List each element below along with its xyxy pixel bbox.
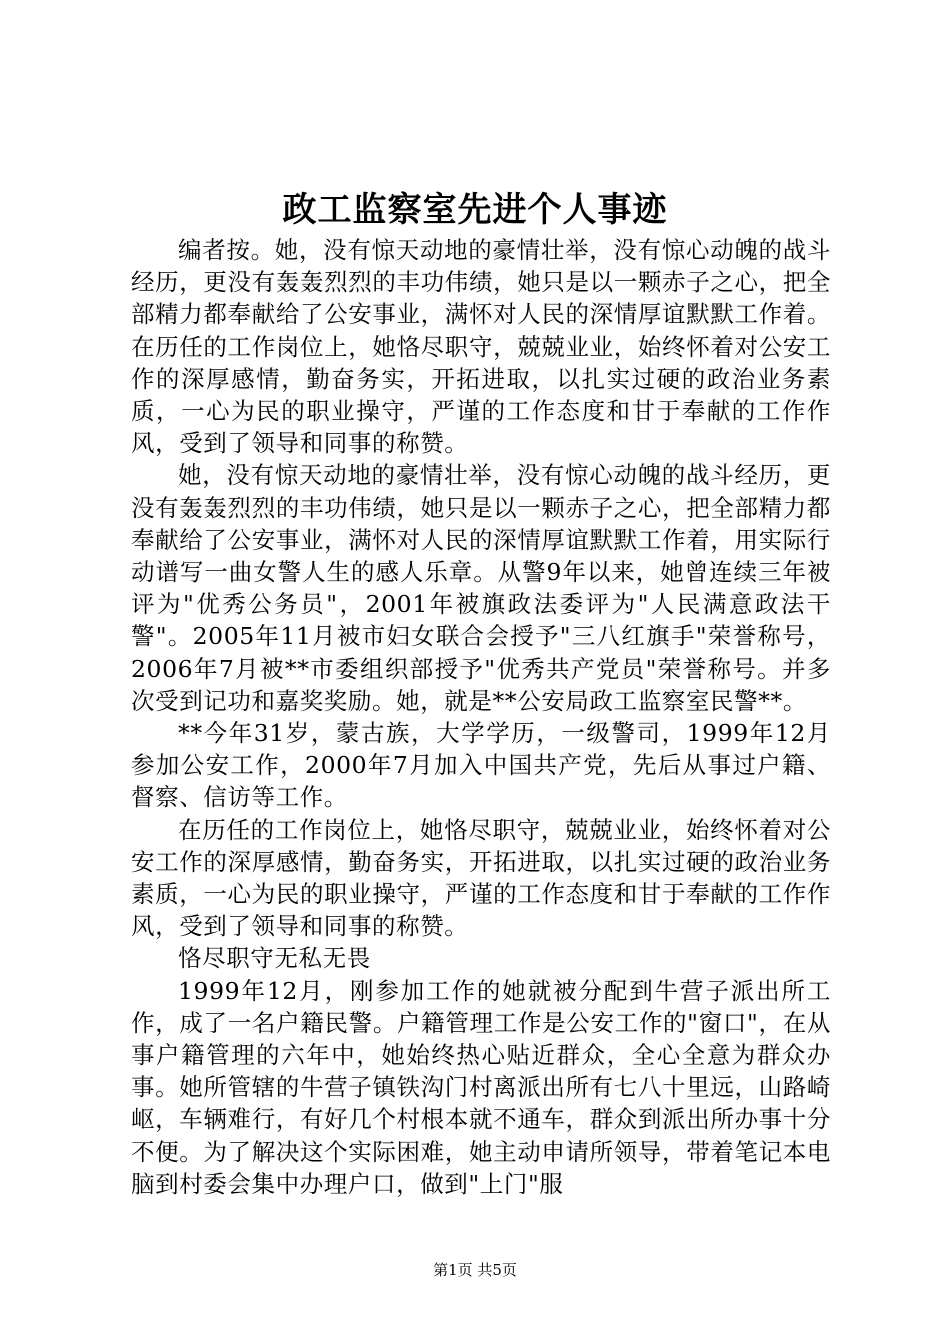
- paragraph-household-registration: 1999年12月，刚参加工作的她就被分配到牛营子派出所工作，成了一名户籍民警。户籍管理工作是公安工作的"窗口"，在从事户籍管理的六年中，她始终热心贴近群众，全心全意为群众办事。她所管辖的牛营子镇铁沟门村离派出所有七八十里远，山路崎岖，车辆难行，有好几个村根本就不通车，群众到派出所办事十分不便。为了解决这个实际困难，她主动申请所领导，带着笔记本电脑到村委会集中办理户口，做到"上门"服: [131, 976, 831, 1198]
- paragraph-work-attitude: 在历任的工作岗位上，她恪尽职守，兢兢业业，始终怀着对公安工作的深厚感情，勤奋务实，开拓进取，以扎实过硬的政治业务素质，一心为民的职业操守，严谨的工作态度和甘于奉献的工作作风，受到了领导和同事的称赞。: [131, 815, 831, 941]
- paragraph-profile: **今年31岁，蒙古族，大学学历，一级警司，1999年12月参加公安工作，2000年7月加入中国共产党，先后从事过户籍、督察、信访等工作。: [131, 719, 831, 812]
- paragraph-honors: 她，没有惊天动地的豪情壮举，没有惊心动魄的战斗经历，更没有轰轰烈烈的丰功伟绩，她只是以一颗赤子之心，把全部精力都奉献给了公安事业，满怀对人民的深情厚谊默默工作着，用实际行动谱写一曲女警人生的感人乐章。从警9年以来，她曾连续三年被评为"优秀公务员"，2001年被旗政法委评为"人民满意政法干警"。2005年11月被市妇女联合会授予"三八红旗手"荣誉称号，2006年7月被**市委组织部授予"优秀共产党员"荣誉称号。并多次受到记功和嘉奖奖励。她，就是**公安局政工监察室民警**。: [131, 461, 831, 715]
- document-body: [131, 234, 831, 1200]
- document-title: 政工监察室先进个人事迹: [282, 190, 668, 230]
- page-indicator: 第1页 共5页: [433, 1261, 517, 1279]
- paragraph-editor-note: 编者按。她，没有惊天动地的豪情壮举，没有惊心动魄的战斗经历，更没有轰轰烈烈的丰功伟绩，她只是以一颗赤子之心，把全部精力都奉献给了公安事业，满怀对人民的深情厚谊默默工作着。在历任的工作岗位上，她恪尽职守，兢兢业业，始终怀着对公安工作的深厚感情，勤奋务实，开拓进取，以扎实过硬的政治业务素质，一心为民的职业操守，严谨的工作态度和甘于奉献的工作作风，受到了领导和同事的称赞。: [131, 236, 831, 458]
- section-heading: 恪尽职守无私无畏: [178, 944, 371, 973]
